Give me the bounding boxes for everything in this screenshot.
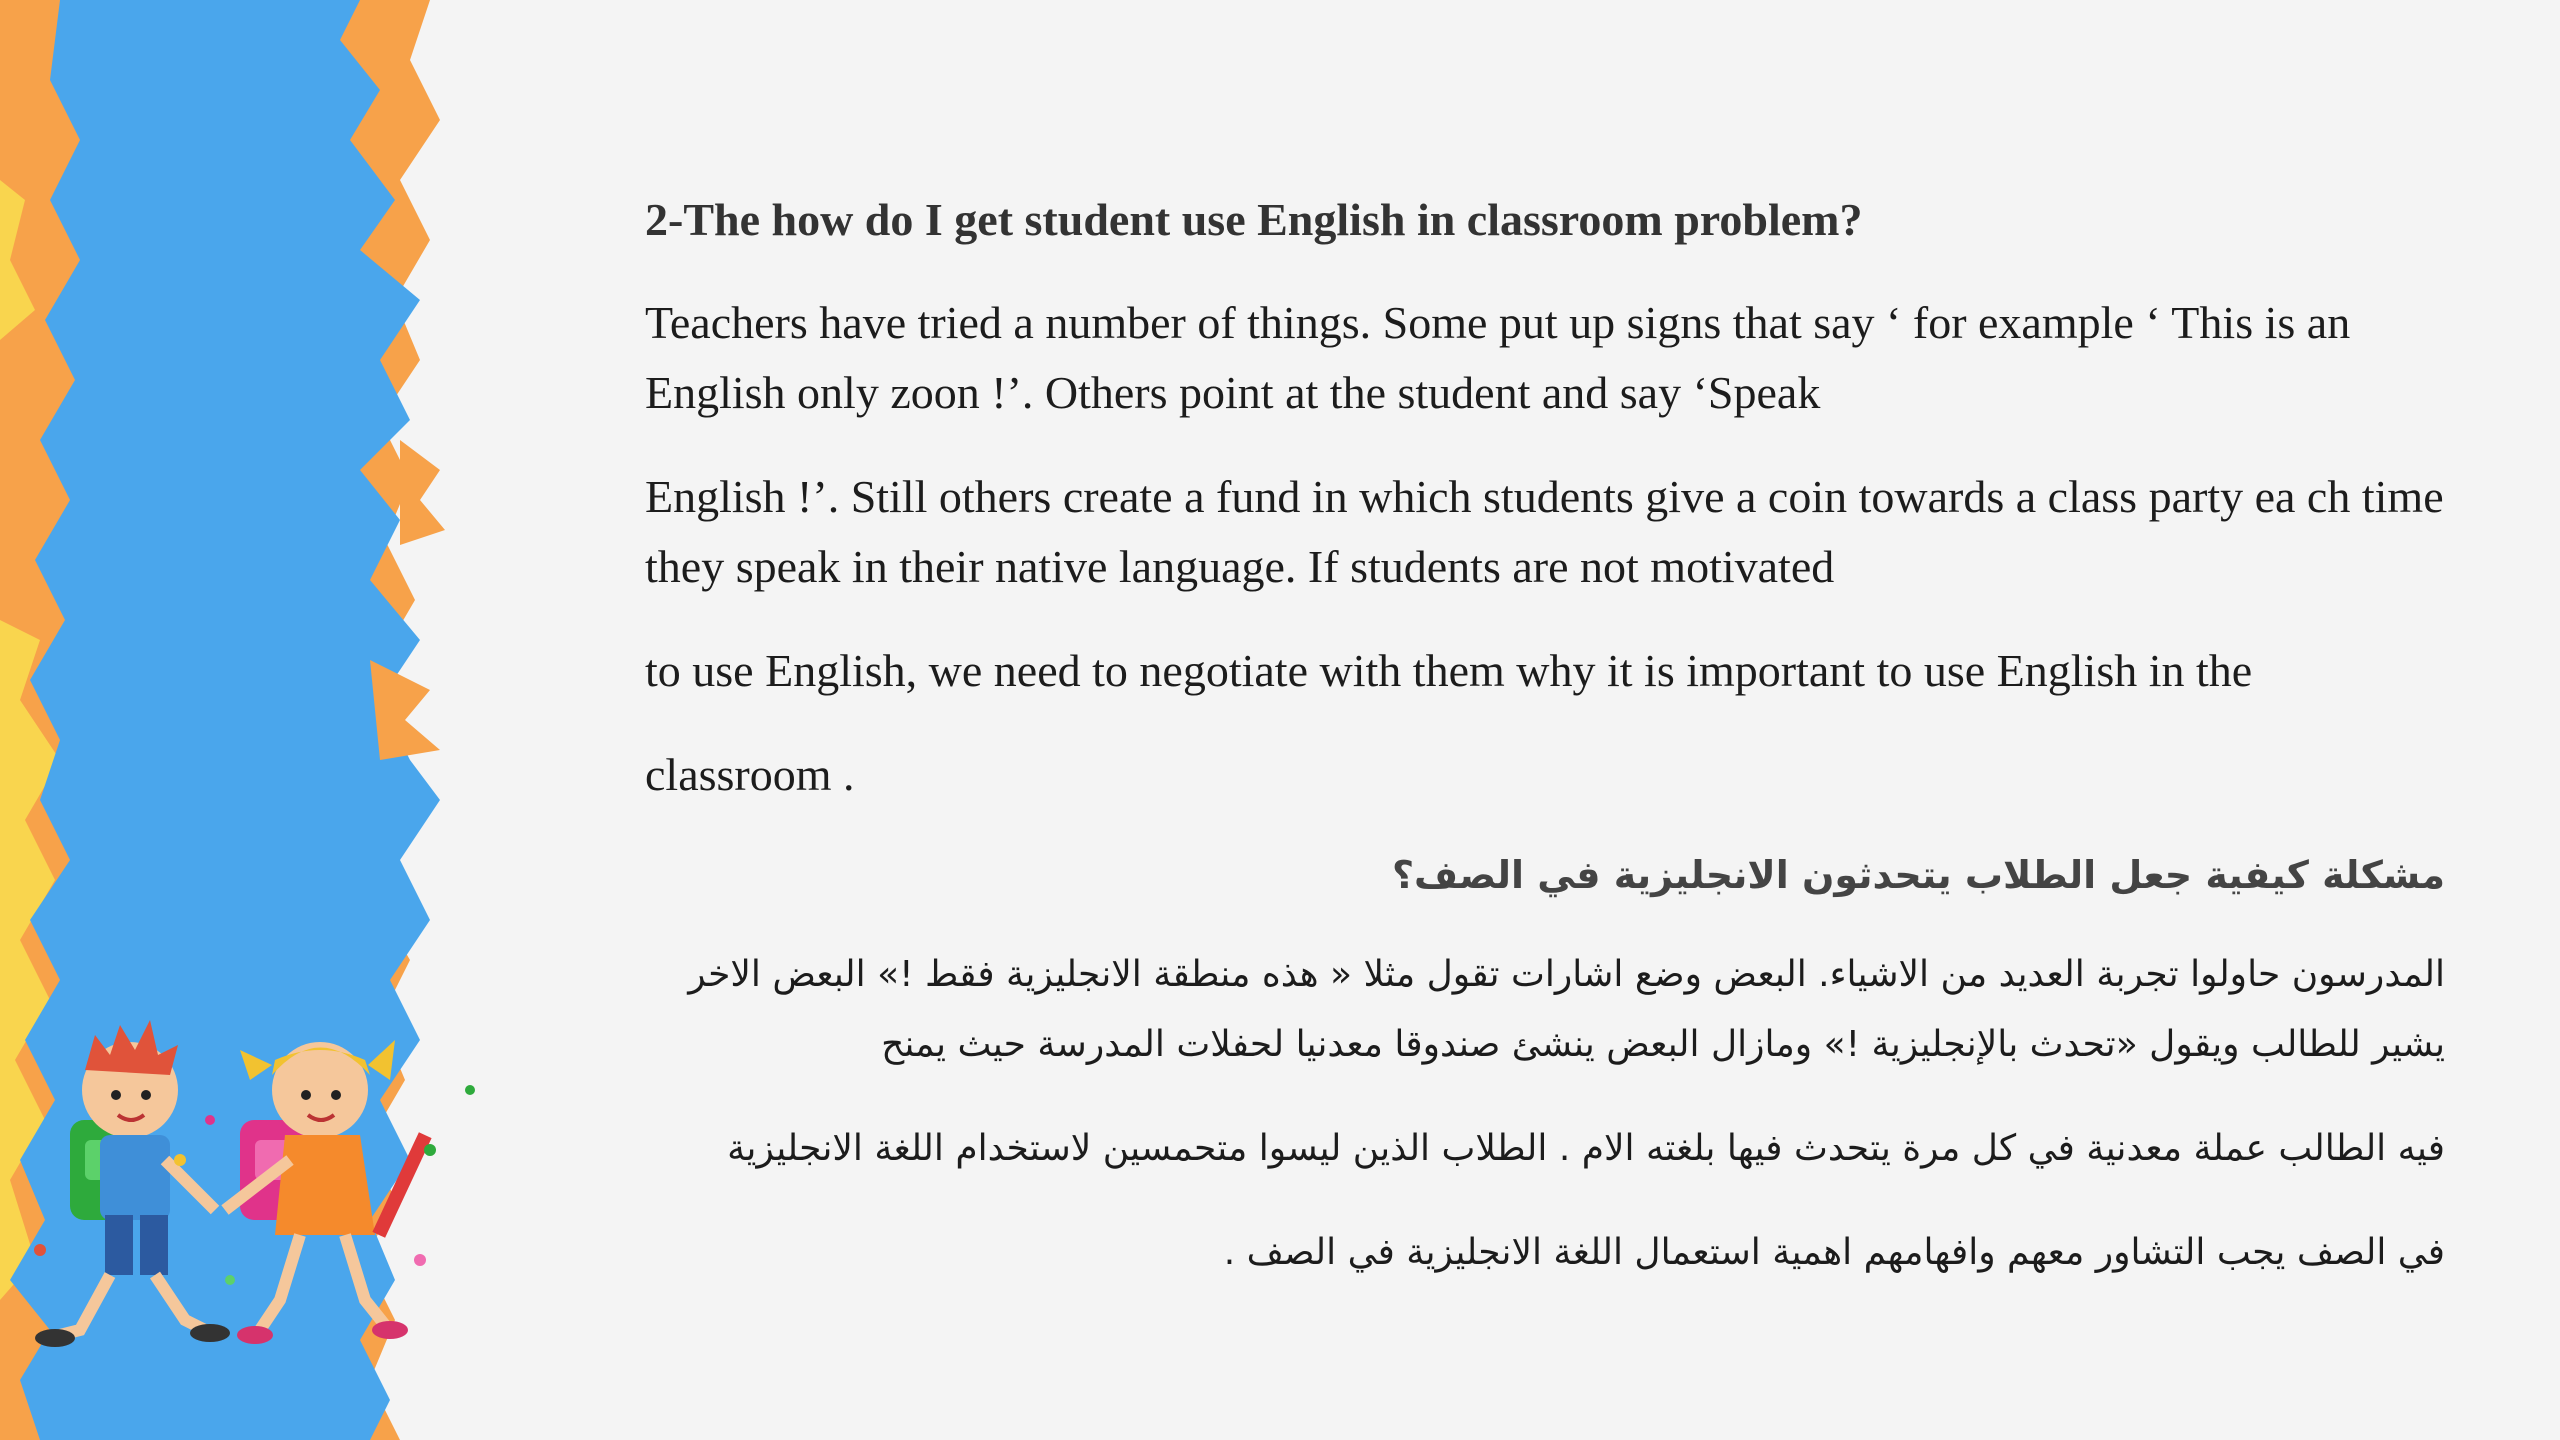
paragraph-en-3: to use English, we need to negotiate with them why it is important to use English in the [645,645,2253,696]
paragraph-en-1: Teachers have tried a number of things. Some put up signs that say ‘ for example ‘ This is an English only zoon !’. Others point at the student and say ‘Speak [645,297,2351,418]
paragraph-ar-3: في الصف يجب التشاور معهم وافهامهم اهمية استعمال اللغة الانجليزية في الصف . [1223,1232,2445,1273]
paragraph-en-4: classroom . [645,749,855,800]
slide-content [645,190,2445,1322]
slide-title: 2-The how do I get student use English in classroom problem? [645,194,1863,245]
paragraph-en-2: English !’. Still others create a fund in which students give a coin towards a class party ea ch time they speak in their native language. If students are not motivated [645,471,2444,592]
paragraph-ar-2: فيه الطالب عملة معدنية في كل مرة يتحدث فيها بلغته الام . الطلاب الذين ليسوا متحمسين لاستخدام اللغة الانجليزية [727,1128,2445,1169]
paragraph-ar-1: المدرسون حاولوا تجربة العديد من الاشياء. البعض وضع اشارات تقول مثلا « هذه منطقة الانجليزية فقط !» البعض الاخر يشير للطالب ويقول «تحدث بالإنجليزية !» ومازال البعض ينشئ صندوقا معدنيا لحفلات المدرسة حيث يمنح [688,954,2445,1065]
arabic-title: مشكلة كيفية جعل الطلاب يتحدثون الانجليزية في الصف؟ [1391,853,2445,897]
paint-border-art [0,0,500,1440]
